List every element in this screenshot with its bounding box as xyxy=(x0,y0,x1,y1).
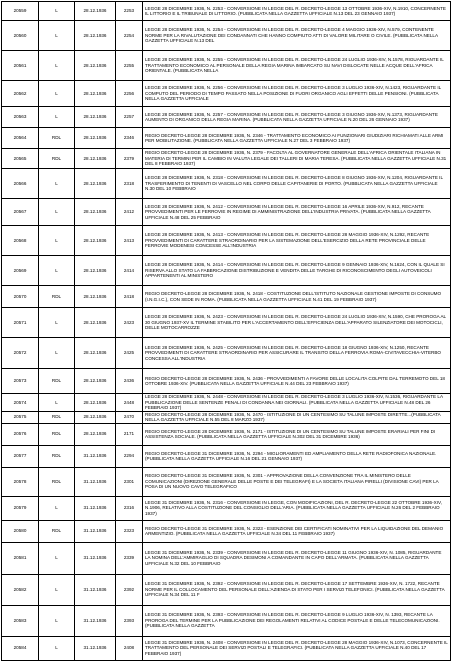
record-number: 20574 xyxy=(2,394,39,412)
act-date: 31.12.1936 xyxy=(75,467,116,496)
act-number: 2171 xyxy=(116,423,143,445)
record-number: 20572 xyxy=(2,338,39,369)
record-number: 20573 xyxy=(2,369,39,394)
act-date: 28.12.1936 xyxy=(75,411,116,423)
table-row xyxy=(2,411,451,423)
table-row xyxy=(2,226,451,256)
act-date: 28.12.1936 xyxy=(75,394,116,412)
act-description: REGIO DECRETO-LEGGE 28 DICEMBRE 1936, N. 2346 - TRATTAMENTO ECONOMICO AI FUNZIONARI GIUDIZIARI RICHIAMATI ALLE ARMI PER MOBILITAZIONE. (PUBBLICATA NELLA GAZZETTA UFFICIALE N.27 DEL 3 FEBBRAIO 1937) xyxy=(143,128,451,149)
act-type: RDL xyxy=(39,411,75,423)
table-row xyxy=(2,496,451,520)
table-row xyxy=(2,2,451,21)
act-description: LEGGE 31 DICEMBRE 1936, N. 2339 - CONVERSIONE IN LEGGE DEL R. DECRETO-LEGGE 11 GIUGNO 1936-XIV, N. 1085, RIGUARDANTE LA NOMINA DELL'AMMIRAGLIO DI SQUADRA DESIMONI A COMANDANTE IN CAPO DELL'ARMATA. (PUBBLICATA NELLA GAZZETTA UFFICIALE N.32 DEL 10 FEBBRAIO xyxy=(143,542,451,574)
act-number: 2423 xyxy=(116,308,143,338)
act-number: 2392 xyxy=(116,574,143,605)
table-row xyxy=(2,445,451,467)
registry-body xyxy=(2,2,451,661)
act-date: 28.12.1936 xyxy=(75,21,116,51)
act-date: 28.12.1936 xyxy=(75,2,116,21)
table-row xyxy=(2,286,451,308)
record-number: 20566 xyxy=(2,169,39,199)
act-number: 2318 xyxy=(116,169,143,199)
table-row xyxy=(2,149,451,169)
act-number: 2408 xyxy=(116,636,143,660)
record-number: 20578 xyxy=(2,467,39,496)
table-row xyxy=(2,199,451,226)
act-type: RDL xyxy=(39,149,75,169)
act-number: 2418 xyxy=(116,286,143,308)
act-type: L xyxy=(39,605,75,636)
table-row xyxy=(2,394,451,412)
act-description: LEGGE 28 DICEMBRE 1936, N. 2254 - CONVERSIONE IN LEGGE DEL R. DECRETO-LEGGE 4 MAGGIO 1936-XIV, N.579, CONTENENTE NORME PER LA RIVALUTAZIONE DEI CONDANNATI CHE HANNO COMPIUTO ATTI DI VALORE MILITARE O CIVILE. (PUBBLICATA NELLA GAZZETTA UFFICIALE N.13 DEL xyxy=(143,21,451,51)
act-description: REGIO DECRETO-LEGGE 31 DICEMBRE 1936, N. 2323 - ESENZIONE DEI CERTIFICATI NOMINATIVI PER LA LIQUIDAZIONE DEL DEMANIO ARMENTIZIO. (PUBBLICATA NELLA GAZZETTA UFFICIALE N.34 DEL 11 FEBBRAIO 1937) xyxy=(143,520,451,542)
act-date: 28.12.1936 xyxy=(75,369,116,394)
act-number: 2316 xyxy=(116,496,143,520)
record-number: 20575 xyxy=(2,411,39,423)
record-number: 20579 xyxy=(2,496,39,520)
act-date: 28.12.1936 xyxy=(75,128,116,149)
table-row xyxy=(2,423,451,445)
act-date: 28.12.1936 xyxy=(75,169,116,199)
record-number: 20560 xyxy=(2,21,39,51)
record-number: 20576 xyxy=(2,423,39,445)
act-description: REGIO DECRETO-LEGGE 28 DICEMBRE 1936, N. 2379 - FACOLTA AL GOVERNATORE GENERALE DELL'AFRICA ORIENTALE ITALIANA IN MATERIA DI TERMINI PER IL CAMBIO IN VALUTA LEGALE DEI TALLERI DI MARIA TERESA. (PUBBLICATA NELLA GAZZETTA UFFICIALE N.31 DEL 8 FEBBRAIO 1937) xyxy=(143,149,451,169)
act-number: 2470 xyxy=(116,411,143,423)
act-description: LEGGE 28 DICEMBRE 1936, N. 2255 - CONVERSIONE IN LEGGE DEL R. DECRETO-LEGGE 24 LUGLIO 1936-XIV, N.1578, RIGUARDANTE IL TRATTAMENTO ECONOMICO AL PERSONALE DELLA REGIA MARINA IMBARCATO SU NAVI DISLOCATE NELLE ACQUE DELL'AFRICA ORIENTALE. (PUBBLICATA NELLA xyxy=(143,51,451,81)
act-description: LEGGE 31 DICEMBRE 1936, N. 2408 - CONVERSIONE IN LEGGE DEL R. DECRETO-LEGGE 28 MAGGIO 1936-XIV, N.1073, CONCERNENTE IL TRATTAMENTO DEL PERSONALE DEI SERVIZI POSTALI E TELEGRAFICI. (PUBBLICATA NELLA GAZZETTA UFFICIALE N.40 DEL 17 FEBBRAIO 1937) xyxy=(143,636,451,660)
act-number: 2346 xyxy=(116,128,143,149)
record-number: 20568 xyxy=(2,226,39,256)
act-number: 2379 xyxy=(116,149,143,169)
act-type: L xyxy=(39,107,75,128)
table-row xyxy=(2,107,451,128)
record-number: 20563 xyxy=(2,107,39,128)
act-date: 31.12.1936 xyxy=(75,605,116,636)
act-type: RDL xyxy=(39,445,75,467)
act-number: 2294 xyxy=(116,445,143,467)
record-number: 20580 xyxy=(2,520,39,542)
record-number: 20562 xyxy=(2,81,39,107)
act-number: 2413 xyxy=(116,226,143,256)
record-number: 20582 xyxy=(2,574,39,605)
act-description: LEGGE 28 DICEMBRE 1936, N. 2414 - CONVERSIONE IN LEGGE DEL R. DECRETO-LEGGE 9 GENNAIO 1936-XIV, N.1624, CON IL QUALE SI RISERVA ALLO STATO LA FABBRICAZIONE DISTRIBUZIONE E VENDITA DELLE TARGHE DI RICONOSCIMENTO DEGLI AUTOVEICOLI APPARTENENTI AL MINISTERO xyxy=(143,256,451,286)
record-number: 20561 xyxy=(2,51,39,81)
table-row xyxy=(2,256,451,286)
record-number: 20567 xyxy=(2,199,39,226)
act-date: 31.12.1936 xyxy=(75,520,116,542)
act-description: LEGGE 31 DICEMBRE 1936, N. 2392 - CONVERSIONE IN LEGGE DEL R. DECRETO-LEGGE 17 SETTEMBRE 1936-XIV, N. 1722, RECANTE NORME PER IL COLLOCAMENTO DEL PERSONALE DELL'AZIENDA DI STATO PER I SERVIZI TELEFONICI. (PUBBLICATA NELLA GAZZETTA UFFICIALE N.34 DEL 11 F xyxy=(143,574,451,605)
act-number: 2414 xyxy=(116,256,143,286)
act-date: 28.12.1936 xyxy=(75,423,116,445)
act-number: 2412 xyxy=(116,199,143,226)
table-row xyxy=(2,542,451,574)
table-row xyxy=(2,467,451,496)
record-number: 20577 xyxy=(2,445,39,467)
act-description: LEGGE 28 DICEMBRE 1936, N. 2318 - CONVERSIONE IN LEGGE DEL R. DECRETO-LEGGE 8 GIUGNO 1936-XIV, N.1204, RIGUARDANTE IL TRASFERIMENTO DI TENENTI DI VASCELLO NEL CORPO DELLE CAPITANERIE DI PORTO. (PUBBLICATA NELLA GAZZETTA UFFICIALE N.30 DEL 10 FEBBRAIO xyxy=(143,169,451,199)
act-type: L xyxy=(39,636,75,660)
table-row xyxy=(2,369,451,394)
act-description: LEGGE 31 DICEMBRE 1936, N. 2316 - CONVERSIONE IN LEGGE, CON MODIFICAZIONI, DEL R. DECRETO-LEGGE 22 OTTOBRE 1936-XIV, N.1906, RELATIVO ALLA COSTITUZIONE DEL CONSIGLIO DELL'ARIA. (PUBBLICATA NELLA GAZZETTA UFFICIALE N.26 DEL 2 FEBBRAIO 1937) xyxy=(143,496,451,520)
act-description: REGIO DECRETO-LEGGE 28 DICEMBRE 1936, N. 2470 - ISTITUZIONE DI UN CENTESIMO SU TALUNE IMPOSTE DIRETTE...(PUBBLICATA NELLA GAZZETTA UFFICIALE N.55 DEL 8 MARZO 1937) xyxy=(143,411,451,423)
act-number: 2253 xyxy=(116,2,143,21)
record-number: 20569 xyxy=(2,256,39,286)
table-row xyxy=(2,520,451,542)
record-number: 20559 xyxy=(2,2,39,21)
act-description: LEGGE 31 DICEMBRE 1936, N. 2393 - CONVERSIONE IN LEGGE DEL R. DECRETO-LEGGE 9 LUGLIO 1936-XIV, N. 1393, RECANTE LA PROROGA DEL TERMINE PER LA PUBBLICAZIONE DEI REGOLAMENTI RELATIVI AL CODICE POSTALE E DELLE TELECOMUNICAZIONI. (PUBBLICATA NELLA GAZZETTA xyxy=(143,605,451,636)
act-date: 28.12.1936 xyxy=(75,81,116,107)
act-number: 2255 xyxy=(116,51,143,81)
act-type: RDL xyxy=(39,128,75,149)
act-date: 28.12.1936 xyxy=(75,338,116,369)
act-number: 2257 xyxy=(116,107,143,128)
act-description: REGIO DECRETO-LEGGE 28 DICEMBRE 1936, N. 2171 - ISTITUZIONE DI UN CENTESIMO SU TALUNE IMPOSTE ERARIALI PER FINI DI ASSISTENZA SOCIALE. (PUBBLICATA NELLA GAZZETTA UFFICIALE N.302 DEL 31 DICEMBRE 1936) xyxy=(143,423,451,445)
act-type: L xyxy=(39,226,75,256)
act-number: 2393 xyxy=(116,605,143,636)
act-date: 28.12.1936 xyxy=(75,107,116,128)
record-number: 20571 xyxy=(2,308,39,338)
act-date: 31.12.1936 xyxy=(75,542,116,574)
act-type: L xyxy=(39,256,75,286)
act-type: L xyxy=(39,21,75,51)
act-type: RDL xyxy=(39,467,75,496)
act-date: 31.12.1936 xyxy=(75,636,116,660)
act-type: L xyxy=(39,496,75,520)
act-type: L xyxy=(39,169,75,199)
record-number: 20565 xyxy=(2,149,39,169)
act-type: RDL xyxy=(39,423,75,445)
act-date: 28.12.1936 xyxy=(75,308,116,338)
act-description: REGIO DECRETO-LEGGE 28 DICEMBRE 1936, N. 2418 - COSTITUZIONE DELL'ISTITUTO NAZIONALE GESTIONE IMPOSTE DI CONSUMO (I.N.G.I.C.), CON SEDE IN ROMA. (PUBBLICATA NELLA GAZZETTA UFFICIALE N.41 DEL 19 FEBBRAIO 1937) xyxy=(143,286,451,308)
act-description: LEGGE 28 DICEMBRE 1936, N. 2413 - CONVERSIONE IN LEGGE DEL R. DECRETO-LEGGE 28 MAGGIO 1936-XIV, N.1292, RECANTE PROVVEDIMENTI DI CARATTERE STRAORDINARIO PER LA SISTEMAZIONE DELL'ESERCIZIO DELLA RETE PROVINCIALE DELLE FERROVIE MODENESI CONCESSE ALL'INDUSTRIA xyxy=(143,226,451,256)
table-row xyxy=(2,308,451,338)
act-number: 2323 xyxy=(116,520,143,542)
table-row xyxy=(2,81,451,107)
act-date: 28.12.1936 xyxy=(75,51,116,81)
record-number: 20564 xyxy=(2,128,39,149)
act-number: 2301 xyxy=(116,467,143,496)
act-number: 2436 xyxy=(116,369,143,394)
act-date: 31.12.1936 xyxy=(75,445,116,467)
act-number: 2425 xyxy=(116,338,143,369)
act-description: LEGGE 28 DICEMBRE 1936, N. 2448 - CONVERSIONE IN LEGGE DEL R. DECRETO-LEGGE 3 LUGLIO 1936-XIV, N.1536, RIGUARDANTE LA PUBBLICAZIONE DELLE SENTENZE PENALI DI CONDANNA NEI GIORNALI. (PUBBLICATA NELLA GAZZETTA UFFICIALE N.48 DEL 26 FEBBRAIO 1937) xyxy=(143,394,451,412)
act-type: L xyxy=(39,574,75,605)
record-number: 20584 xyxy=(2,636,39,660)
act-date: 28.12.1936 xyxy=(75,226,116,256)
act-type: L xyxy=(39,338,75,369)
record-number: 20570 xyxy=(2,286,39,308)
legislation-registry-table xyxy=(1,1,451,661)
act-number: 2256 xyxy=(116,81,143,107)
table-row xyxy=(2,338,451,369)
act-number: 2254 xyxy=(116,21,143,51)
act-type: L xyxy=(39,51,75,81)
act-description: LEGGE 28 DICEMBRE 1936, N. 2423 - CONVERSIONE IN LEGGE DEL R. DECRETO-LEGGE 24 LUGLIO 1936-XIV, N.1590, CHE PROROGA AL 30 GIUGNO 1937-XV IL TERMINE STABILITO PER L'ACCERTAMENTO DELL'EFFICIENZA DELL'APPARATO SILENZIATORE DEI MOTOCICLI, DELLE MOTOCARROZZE xyxy=(143,308,451,338)
record-number: 20581 xyxy=(2,542,39,574)
act-type: L xyxy=(39,394,75,412)
act-date: 28.12.1936 xyxy=(75,286,116,308)
table-row xyxy=(2,51,451,81)
act-description: REGIO DECRETO-LEGGE 31 DICEMBRE 1936, N. 2301 - APPROVAZIONE DELLA CONVENZIONE TRA IL MINISTERO DELLE COMUNICAZIONI (DIREZIONE GENERALE DELLE POSTE E DEI TELEGRAFI) E LA SOCIETA ITALIANA PIRELLI (DIVISIONE CAVI) PER LA POSA DI UN NUOVO CAVO TELEGRAFICO xyxy=(143,467,451,496)
act-description: LEGGE 28 DICEMBRE 1936, N. 2253 - CONVERSIONE IN LEGGE DEL R. DECRETO-LEGGE 13 OTTOBRE 1936-XIV, N.1910, CONCERNENTE IL LITTORIO E IL TRIBUNALE DI LITTORIO. (PUBBLICATA NELLA GAZZETTA UFFICIALE N.13 DEL 23 GENNAIO 1937) xyxy=(143,2,451,21)
act-type: L xyxy=(39,2,75,21)
act-date: 28.12.1936 xyxy=(75,256,116,286)
act-number: 2448 xyxy=(116,394,143,412)
act-type: RDL xyxy=(39,369,75,394)
table-row xyxy=(2,636,451,660)
table-row xyxy=(2,605,451,636)
table-row xyxy=(2,169,451,199)
table-row xyxy=(2,574,451,605)
act-description: LEGGE 28 DICEMBRE 1936, N. 2256 - CONVERSIONE IN LEGGE DEL R. DECRETO-LEGGE 3 LUGLIO 1936-XIV, N.1423, RIGUARDANTE IL COMPUTO DEL PERIODO DI TEMPO PASSATO NELLA POSIZIONE DI FUORI ORGANICO AGLI EFFETTI DELLE PENSIONI. (PUBBLICATA NELLA GAZZETTA UFFICIALE xyxy=(143,81,451,107)
act-number: 2339 xyxy=(116,542,143,574)
act-date: 31.12.1936 xyxy=(75,496,116,520)
act-description: LEGGE 28 DICEMBRE 1936, N. 2425 - CONVERSIONE IN LEGGE DEL R. DECRETO-LEGGE 18 GIUGNO 1936-XIV, N.1250, RECANTE PROVVEDIMENTI DI CARATTERE STRAORDINARIO PER ASSICURARE IL TRANSITO DELLA FERROVIA ROMA-CIVITAVECCHIA-VITERBO CONCESSA ALL'INDUSTRIA xyxy=(143,338,451,369)
act-type: RDL xyxy=(39,520,75,542)
act-description: LEGGE 28 DICEMBRE 1936, N. 2257 - CONVERSIONE IN LEGGE DEL R. DECRETO-LEGGE 3 GIUGNO 1936-XIV, N.1373, RIGUARDANTE AUMENTO DI ORGANICO DELLA REGIA MARINA. (PUBBLICATA NELLA GAZZETTA UFFICIALE N.20 DEL 26 GENNAIO 1937) xyxy=(143,107,451,128)
act-date: 31.12.1936 xyxy=(75,574,116,605)
act-type: L xyxy=(39,199,75,226)
act-description: LEGGE 28 DICEMBRE 1936, N. 2412 - CONVERSIONE IN LEGGE DEL R. DECRETO-LEGGE 16 APRILE 1936-XIV, N.912, RECANTE PROVVEDIMENTI PER LE FERROVIE IN REGIME DI AMMINISTRAZIONE DELL'INDUSTRIA PRIVATA. (PUBBLICATA NELLA GAZZETTA UFFICIALE N.48 DEL 25 FEBBRAIO xyxy=(143,199,451,226)
act-type: L xyxy=(39,542,75,574)
act-description: REGIO DECRETO-LEGGE 28 DICEMBRE 1936, N. 2436 - PROVVEDIMENTI A FAVORE DELLE LOCALITA COLPITE DAL TERREMOTO DEL 18 OTTOBRE 1936-XIV. (PUBBLICATA NELLA GAZZETTA UFFICIALE N.44 DEL 23 FEBBRAIO 1937) xyxy=(143,369,451,394)
act-type: RDL xyxy=(39,286,75,308)
act-description: REGIO DECRETO-LEGGE 31 DICEMBRE 1936, N. 2294 - MIGLIORAMENTI ED AMPLIAMENTO DELLA RETE RADIOFONICA NAZIONALE. (PUBBLICATA NELLA GAZZETTA UFFICIALE N.16 DEL 21 GENNAIO 1937) xyxy=(143,445,451,467)
act-date: 28.12.1936 xyxy=(75,199,116,226)
table-row xyxy=(2,21,451,51)
record-number: 20583 xyxy=(2,605,39,636)
act-type: L xyxy=(39,308,75,338)
act-date: 28.12.1936 xyxy=(75,149,116,169)
act-type: L xyxy=(39,81,75,107)
table-row xyxy=(2,128,451,149)
